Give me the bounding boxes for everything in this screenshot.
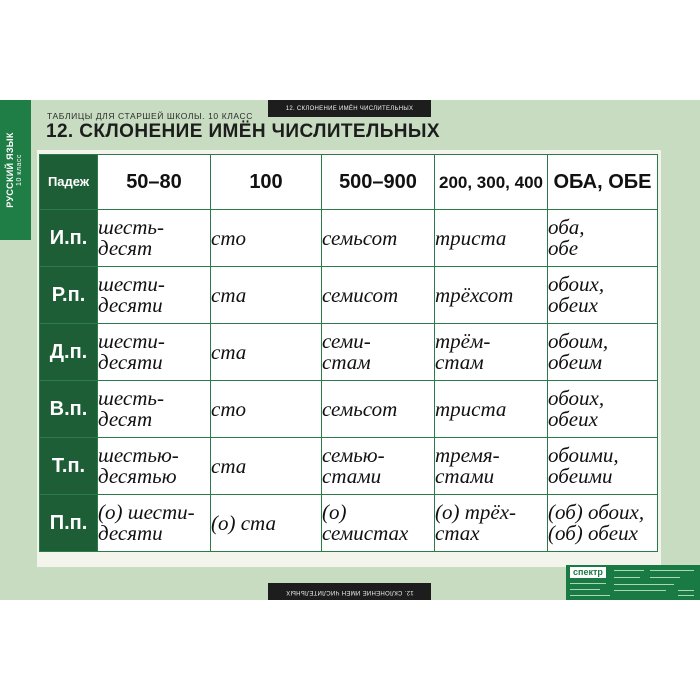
table-cell: триста	[435, 381, 548, 438]
table-cell: обоими, обеими	[548, 438, 658, 495]
table-cell: семисот	[322, 267, 435, 324]
table-row	[40, 495, 658, 552]
case-label: В.п.	[40, 381, 98, 438]
table-cell: (о) трёх- стах	[435, 495, 548, 552]
case-label: Т.п.	[40, 438, 98, 495]
subject-grade: 10 класс	[16, 154, 23, 186]
table-cell: ста	[211, 267, 322, 324]
case-label: П.п.	[40, 495, 98, 552]
table-cell: сто	[211, 381, 322, 438]
series-supertitle: ТАБЛИЦЫ ДЛЯ СТАРШЕЙ ШКОЛЫ. 10 КЛАСС	[47, 111, 253, 121]
table-row	[40, 324, 658, 381]
table-cell: (об) обоих, (об) обеих	[548, 495, 658, 552]
table-row	[40, 267, 658, 324]
table-row	[40, 381, 658, 438]
publisher-fineprint-line	[614, 590, 666, 591]
table-cell: сто	[211, 210, 322, 267]
table-header-row	[40, 155, 658, 210]
column-header-case: Падеж	[40, 155, 98, 210]
case-label: Р.п.	[40, 267, 98, 324]
bottom-topic-tag-text: 12. СКЛОНЕНИЕ ИМЁН ЧИСЛИТЕЛЬНЫХ	[285, 588, 414, 595]
publisher-logo: спектр	[570, 567, 606, 578]
table-cell: (о) семистах	[322, 495, 435, 552]
table-cell: шесть- десят	[98, 210, 211, 267]
bottom-topic-tag	[268, 583, 431, 600]
publisher-fineprint-line	[678, 595, 694, 596]
publisher-fineprint-line	[614, 577, 640, 578]
column-header: 50–80	[98, 155, 211, 210]
table-cell: шести- десяти	[98, 324, 211, 381]
poster	[0, 100, 700, 600]
page-title: 12. СКЛОНЕНИЕ ИМЁН ЧИСЛИТЕЛЬНЫХ	[46, 121, 440, 142]
table-cell: шесть- десят	[98, 381, 211, 438]
publisher-fineprint-line	[614, 584, 674, 585]
table-cell: триста	[435, 210, 548, 267]
table-cell: (о) ста	[211, 495, 322, 552]
top-topic-tag: 12. СКЛОНЕНИЕ ИМЁН ЧИСЛИТЕЛЬНЫХ	[268, 100, 431, 117]
declension-table-panel	[37, 150, 661, 567]
table-cell: тремя- стами	[435, 438, 548, 495]
declension-table	[39, 154, 658, 552]
subject-label	[5, 132, 25, 207]
publisher-fineprint-line	[614, 570, 644, 571]
table-cell: оба, обе	[548, 210, 658, 267]
table-cell: семи- стам	[322, 324, 435, 381]
column-header: ОБА, ОБЕ	[548, 155, 658, 210]
table-cell: семьсот	[322, 210, 435, 267]
table-cell: ста	[211, 438, 322, 495]
publisher-fineprint-line	[570, 583, 606, 584]
subject-side-strip	[0, 100, 31, 240]
table-cell: обоих, обеих	[548, 267, 658, 324]
table-cell: трёхсот	[435, 267, 548, 324]
table-cell: ста	[211, 324, 322, 381]
publisher-fineprint-line	[650, 570, 694, 571]
table-cell: трём- стам	[435, 324, 548, 381]
publisher-fineprint-line	[570, 589, 600, 590]
table-cell: семьсот	[322, 381, 435, 438]
table-cell: обоим, обеим	[548, 324, 658, 381]
publisher-fineprint-line	[650, 577, 680, 578]
table-row	[40, 210, 658, 267]
column-header: 500–900	[322, 155, 435, 210]
publisher-fineprint-line	[570, 595, 610, 596]
column-header: 100	[211, 155, 322, 210]
table-cell: семью- стами	[322, 438, 435, 495]
publisher-block	[566, 565, 700, 600]
case-label: И.п.	[40, 210, 98, 267]
case-label: Д.п.	[40, 324, 98, 381]
table-cell: шести- десяти	[98, 267, 211, 324]
table-cell: (о) шести- десяти	[98, 495, 211, 552]
table-row	[40, 438, 658, 495]
subject-title: РУССКИЙ ЯЗЫК	[5, 132, 15, 208]
column-header: 200, 300, 400	[435, 155, 548, 210]
publisher-fineprint-line	[678, 590, 694, 591]
table-cell: шестью- десятью	[98, 438, 211, 495]
table-cell: обоих, обеих	[548, 381, 658, 438]
